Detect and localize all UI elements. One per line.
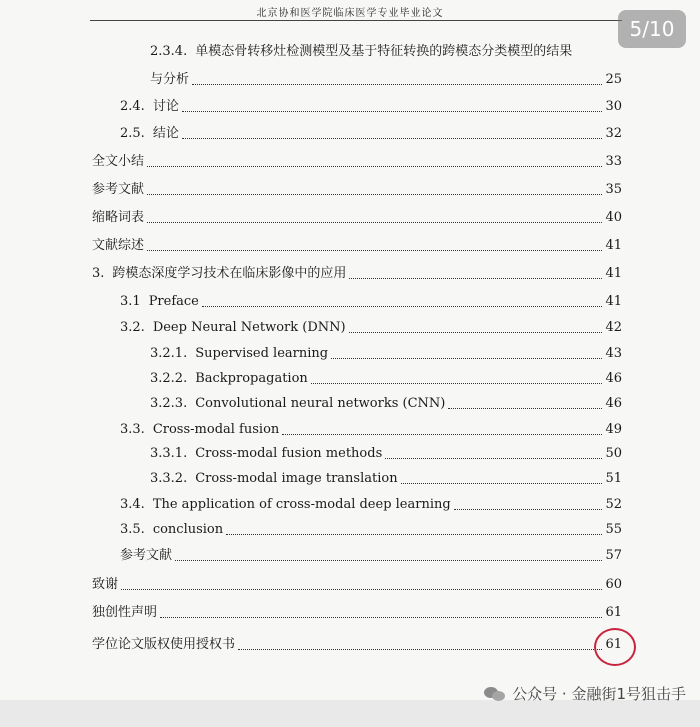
- toc-number: 2.3.4.: [150, 44, 188, 59]
- toc-title: conclusion: [152, 522, 224, 537]
- toc-page: 40: [605, 210, 622, 225]
- toc-entry[interactable]: [92, 178, 622, 198]
- watermark: [484, 683, 686, 704]
- toc-number: 3.1: [120, 294, 141, 309]
- toc-page: 30: [605, 99, 622, 114]
- toc-entry[interactable]: [92, 633, 622, 653]
- toc-entry[interactable]: [150, 392, 622, 412]
- toc-page: 41: [605, 266, 622, 281]
- toc-entry[interactable]: [120, 122, 622, 142]
- running-header: 北京协和医学院临床医学专业毕业论文: [256, 8, 444, 19]
- toc-page: 61: [605, 605, 622, 620]
- toc-title: 全文小结: [92, 154, 145, 169]
- toc-entry[interactable]: [120, 518, 622, 538]
- toc-number: 3.3.: [120, 422, 145, 437]
- toc-page: 25: [605, 72, 622, 87]
- toc-title: 缩略词表: [92, 210, 145, 225]
- toc-title: Backpropagation: [195, 371, 308, 386]
- toc-title: 致谢: [92, 577, 119, 592]
- toc-number: 2.5.: [120, 126, 145, 141]
- toc-page: 41: [605, 238, 622, 253]
- toc-number: 2.4.: [120, 99, 145, 114]
- page-indicator: 5/10: [618, 10, 686, 48]
- toc-page: 57: [605, 548, 622, 563]
- toc-leader: [331, 357, 602, 359]
- toc-leader: [349, 331, 603, 333]
- toc-number: 3.4.: [120, 497, 145, 512]
- toc-leader: [147, 249, 602, 251]
- toc-entry[interactable]: [92, 234, 622, 254]
- toc-page: 60: [605, 577, 622, 592]
- toc-leader: [238, 648, 602, 650]
- toc-number: 3.2.1.: [150, 346, 188, 361]
- toc-page: 52: [605, 497, 622, 512]
- toc-leader: [160, 616, 602, 618]
- toc-entry[interactable]: [150, 40, 622, 60]
- toc-number: 3.3.2.: [150, 471, 188, 486]
- toc-title: Cross-modal fusion: [152, 422, 280, 437]
- toc-page: 51: [605, 471, 622, 486]
- toc-leader: [385, 457, 602, 459]
- toc-title: Deep Neural Network (DNN): [152, 320, 346, 335]
- toc-leader: [349, 277, 602, 279]
- toc-page: 46: [605, 396, 622, 411]
- toc-leader: [182, 110, 603, 112]
- toc-title: Cross-modal image translation: [195, 471, 398, 486]
- toc-leader: [311, 382, 603, 384]
- toc-leader: [226, 533, 602, 535]
- toc-leader: [121, 588, 602, 590]
- toc-leader: [454, 508, 603, 510]
- toc-title: 讨论: [152, 99, 179, 114]
- toc-entry[interactable]: [120, 418, 622, 438]
- toc-number: 3.5.: [120, 522, 145, 537]
- toc-page: 32: [605, 126, 622, 141]
- toc-page: 33: [605, 154, 622, 169]
- toc-number: 3.3.1.: [150, 446, 188, 461]
- toc-leader: [282, 433, 602, 435]
- toc-leader: [192, 83, 602, 85]
- toc-entry[interactable]: [92, 573, 622, 593]
- toc-page: 41: [605, 294, 622, 309]
- toc-title: The application of cross-modal deep learning: [152, 497, 451, 512]
- toc-title: 跨模态深度学习技术在临床影像中的应用: [112, 266, 347, 281]
- toc-leader: [202, 305, 603, 307]
- toc-entry[interactable]: [120, 493, 622, 513]
- toc-entry[interactable]: [120, 544, 622, 564]
- toc-number: 3.2.2.: [150, 371, 188, 386]
- toc-entry[interactable]: [150, 442, 622, 462]
- wechat-icon: [484, 685, 506, 703]
- toc-title: 与分析: [150, 72, 190, 87]
- toc-page: 55: [605, 522, 622, 537]
- toc-number: 3.: [92, 266, 105, 281]
- toc-title: 参考文献: [92, 182, 145, 197]
- toc-title: Convolutional neural networks (CNN): [195, 396, 446, 411]
- toc-page: 35: [605, 182, 622, 197]
- toc-leader: [147, 165, 602, 167]
- toc-number: 3.2.: [120, 320, 145, 335]
- toc-leader: [147, 221, 602, 223]
- toc-entry[interactable]: [120, 316, 622, 336]
- toc-entry[interactable]: [92, 262, 622, 282]
- toc-title: 参考文献: [120, 548, 173, 563]
- toc-entry[interactable]: [150, 367, 622, 387]
- toc-entry[interactable]: [120, 290, 622, 310]
- toc-title: 结论: [152, 126, 179, 141]
- toc-title: Preface: [148, 294, 199, 309]
- toc-entry[interactable]: [92, 206, 622, 226]
- toc-entry[interactable]: [150, 342, 622, 362]
- toc-title: 文献综述: [92, 238, 145, 253]
- toc-title: Cross-modal fusion methods: [195, 446, 383, 461]
- toc-leader: [448, 407, 602, 409]
- toc-title: 学位论文版权使用授权书: [92, 637, 236, 652]
- toc-leader: [182, 137, 603, 139]
- toc-entry[interactable]: [150, 467, 622, 487]
- toc-title: 独创性声明: [92, 605, 158, 620]
- toc-page: 49: [605, 422, 622, 437]
- toc-page: 43: [605, 346, 622, 361]
- toc-leader: [147, 193, 602, 195]
- toc-page: 50: [605, 446, 622, 461]
- toc-title: Supervised learning: [195, 346, 329, 361]
- toc-title: 单模态骨转移灶检测模型及基于特征转换的跨模态分类模型的结果: [195, 44, 573, 59]
- toc-leader: [175, 559, 602, 561]
- highlight-circle: [594, 628, 636, 666]
- toc-entry[interactable]: [92, 150, 622, 170]
- toc-page: 42: [605, 320, 622, 335]
- toc-entry[interactable]: [92, 601, 622, 621]
- toc-page: 46: [605, 371, 622, 386]
- watermark-text: 公众号 · 金融街1号狙击手: [512, 685, 686, 703]
- toc-page: 61: [605, 637, 622, 652]
- header-rule: [90, 20, 622, 21]
- toc-entry[interactable]: [150, 68, 622, 88]
- toc-leader: [401, 482, 603, 484]
- toc-entry[interactable]: [120, 95, 622, 115]
- toc-number: 3.2.3.: [150, 396, 188, 411]
